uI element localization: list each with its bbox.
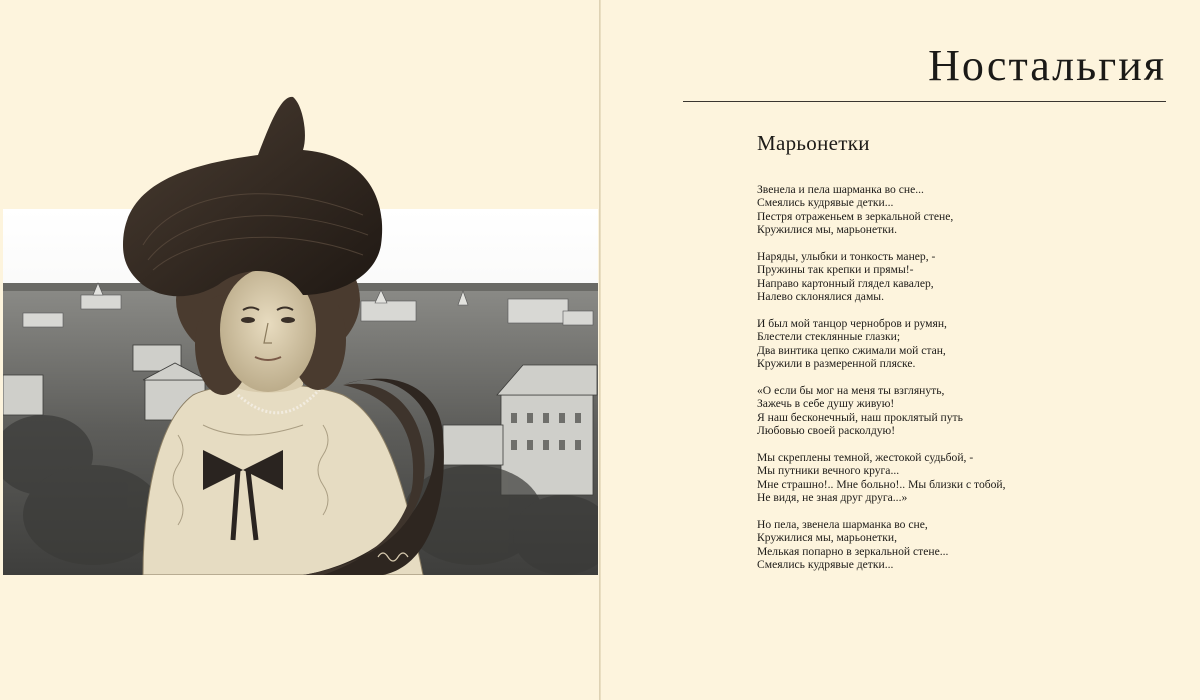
poem-line: Мы путники вечного круга... — [757, 464, 900, 478]
poem-line: Я наш бесконечный, наш проклятый путь — [757, 410, 963, 424]
poem-line: Наряды, улыбки и тонкость манер, - — [757, 250, 936, 264]
right-page — [601, 0, 1200, 700]
poem-line: Но пела, звенела шарманка во сне, — [757, 518, 928, 532]
poem-body — [757, 183, 1077, 585]
poem-title: Марьонетки — [757, 131, 870, 155]
poem-line: Не видя, не зная друг друга...» — [757, 491, 908, 505]
poem-line: Кружили в размеренной пляске. — [757, 357, 916, 371]
poem-line: И был мой танцор чернобров и румян, — [757, 317, 947, 331]
poem-line: Пружины так крепки и прямы!- — [757, 263, 914, 277]
stanza — [757, 317, 1077, 371]
poem-line: Мелькая попарно в зеркальной стене... — [757, 544, 949, 558]
poem-line: Кружилися мы, марьонетки, — [757, 531, 897, 545]
portrait-collage-image — [3, 95, 598, 575]
stanza — [757, 250, 1077, 304]
stanza — [757, 384, 1077, 438]
poem-line: Мне страшно!.. Мне больно!.. Мы близки с тобой, — [757, 477, 1006, 491]
stanza — [757, 451, 1077, 505]
poem-line: Два винтика цепко сжимали мой стан, — [757, 343, 946, 357]
poem-line: Любовью своей расколдую! — [757, 424, 896, 438]
title-divider — [683, 101, 1166, 102]
poem-line: Мы скреплены темной, жестокой судьбой, - — [757, 451, 974, 465]
poem-line: Блестели стеклянные глазки; — [757, 330, 901, 344]
poem-line: Смеялись кудрявые детки... — [757, 558, 894, 572]
poem-line: Смеялись кудрявые детки... — [757, 196, 894, 210]
poem-line: Зажечь в себе душу живую! — [757, 397, 895, 411]
poem-line: Кружилися мы, марьонетки. — [757, 223, 897, 237]
stanza — [757, 518, 1077, 572]
left-page — [0, 0, 599, 700]
poem-line: «О если бы мог на меня ты взглянуть, — [757, 384, 945, 398]
poem-line: Налево склонялися дамы. — [757, 290, 884, 304]
stanza — [757, 183, 1077, 237]
poem-line: Звенела и пела шарманка во сне... — [757, 183, 924, 196]
section-title: Ностальгия — [928, 41, 1166, 90]
poem-line: Пестря отраженьем в зеркальной стене, — [757, 209, 954, 223]
poem-line: Направо картонный глядел кавалер, — [757, 276, 934, 290]
